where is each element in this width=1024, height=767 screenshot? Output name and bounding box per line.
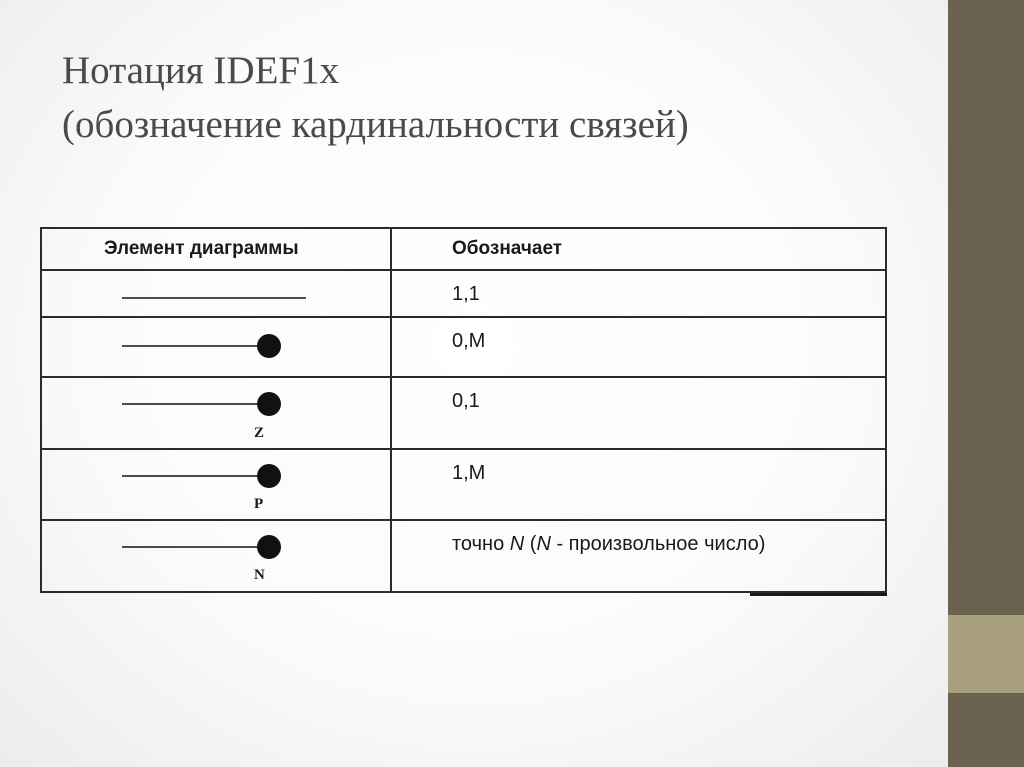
side-bar-bottom — [948, 693, 1024, 767]
cardinality-letter-n: N — [254, 566, 265, 583]
meaning-part-italic: N — [509, 532, 525, 555]
table-row — [41, 449, 886, 519]
meaning-cell — [391, 520, 886, 592]
slide-title — [62, 44, 689, 152]
table-header-row — [41, 228, 886, 270]
side-decoration-bar — [948, 0, 1024, 767]
column-header-meaning: Обозначает — [391, 228, 886, 270]
plain-line-glyph — [42, 271, 390, 318]
meaning-cell: 1,M — [391, 449, 886, 519]
slide-title-line2: (обозначение кардинальности связей) — [62, 103, 689, 146]
table-row — [41, 317, 886, 376]
relationship-glyph-cell — [41, 520, 391, 592]
table-row — [41, 270, 886, 317]
side-bar-accent — [948, 615, 1024, 693]
relationship-glyph-cell — [41, 270, 391, 317]
table-underline-mark — [750, 593, 887, 596]
relationship-glyph-cell — [41, 449, 391, 519]
table-row — [41, 520, 886, 592]
meaning-part: ( — [524, 532, 537, 555]
notation-table-wrapper — [40, 227, 885, 593]
cardinality-letter-p: P — [254, 496, 264, 513]
line-dot-glyph — [42, 378, 390, 450]
column-header-element: Элемент диаграммы — [41, 228, 391, 270]
line-dot-glyph — [42, 450, 390, 520]
meaning-cell: 0,M — [391, 317, 886, 376]
slide-title-line1: Нотация IDEF1x — [62, 49, 340, 92]
table-row — [41, 377, 886, 449]
meaning-cell: 0,1 — [391, 377, 886, 449]
cardinality-letter-z: Z — [254, 424, 265, 441]
line-dot-glyph — [42, 521, 390, 593]
side-bar-top — [948, 0, 1024, 615]
meaning-cell: 1,1 — [391, 270, 886, 317]
meaning-part: - произвольное число) — [550, 532, 766, 555]
notation-table — [40, 227, 887, 593]
meaning-part: точно — [452, 532, 510, 555]
relationship-glyph-cell — [41, 317, 391, 376]
relationship-glyph-cell — [41, 377, 391, 449]
line-dot-glyph — [42, 318, 390, 377]
meaning-part-italic: N — [536, 532, 551, 555]
